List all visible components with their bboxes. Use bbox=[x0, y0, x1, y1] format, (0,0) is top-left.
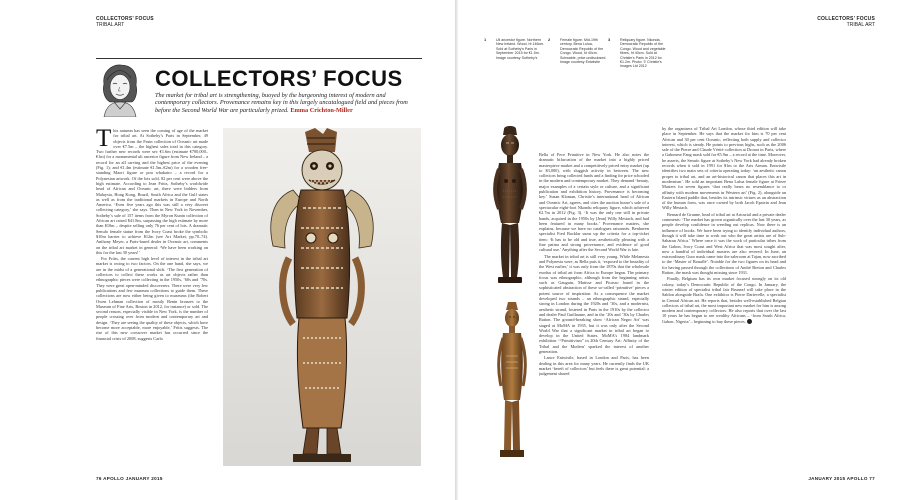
paragraph bbox=[96, 128, 208, 255]
author-portrait bbox=[98, 62, 142, 117]
bena-lulua-figure-photo bbox=[485, 125, 535, 290]
author-byline: Emma Crichton-Miller bbox=[290, 106, 353, 114]
section-header-left bbox=[96, 16, 154, 28]
paragraph: For Fritts, the current high level of interest in the tribal art market is owing to two factors. On the one hand, she says, we are in the midst of a generational shift. ‘The first generation of collectors to collect these works as art objects rather than ethnographic pieces were collecting in the 1950s, ’60s and ’70s. They were great open-minded discoverers. There were very few publications and few museum collections to guide them. These collections are now either being given to museums (the Robert Owen Lehman collection of mostly Benin bronzes to the Museum of Fine Arts, Boston in 2012, for instance) or sold. The second reason, especially visible in New York, is the number of people crossing over from modern and contemporary art and design. ‘They are seeing the quality of these objects, which have become more acceptable, more enjoyable,’ Fritts suggests. The rise of this new crossover market has occurred since the financial crisis of 2008, suggests Carlo bbox=[96, 256, 208, 341]
figure-caption-1 bbox=[484, 37, 546, 60]
paragraph: The market in tribal art is still very young. While Melanesia and Polynesia were, as Bella puts it, ‘exposed to the brutality of the West earlier,’ it was only from the 1870s that the wholesale exodus of tribal art from Africa to Europe began. The primary focus was ethnographic, although from the beginning artists such as Gauguin, Matisse and Picasso found in the sophisticated abstraction of these so-called ‘primitive’ pieces a potent source of inspiration. As a consequence the market developed two strands – an ethnographic strand, especially strong in London during the 1920s and ’30s, and a modernist, aesthetic strand, fostered in Paris in the 1910s by the collector and dealer Paul Guillaume, and in the ’20s and ’30s by Charles Ratton. The ground-breaking show ‘African Negro Art’ was staged at MoMA in 1935, but it was only after the Second World War that a significant market in tribal art began to develop in the United States. MoMA’s 1984 landmark exhibition ‘“Primitivism” in 20th Century Art: Affinity of the Tribal and the Modern’ sparked the interest of another generation. bbox=[539, 253, 649, 354]
apollo-end-mark-icon: A bbox=[747, 319, 752, 324]
nkonda-reliquary-figure-photo bbox=[488, 300, 536, 465]
caption-number: 2 bbox=[548, 37, 551, 42]
paragraph-text: his autumn has seen the coming of age of the market for tribal art. At Sotheby’s Paris in September, 49 objects from the Fruin collection of Oceanic art made over €7.5m – the highest sales total in this category. Two further new records were set: €1.6m (estimate €700,000–€1m) for a monumental uli ancestor figure from New Ireland – a record for an all carving and the highest price of the evening (Fig. 1); and €1.4m (estimate €1.5m–€2m) for a wooden free-standing Maori figure or pou whakairo – a record for a Polynesian artwork. Of the lots sold, 82 per cent were above the high estimate. According to Jean Fritts, Sotheby’s worldwide head of African and Oceanic art, there were bidders from Malaysia, Hong Kong, Brazil, South Africa and the Gulf states as well as from the traditional markets in Europe and North America. ‘Even five years ago this was still a very discreet collecting category,’ she says. Then in New York in November, Sotheby’s sale of 157 items from the Myron Kunin collection of African art raised $41.8m, surpassing the high estimate by more than $10m – despite selling only 76 per cent of lots. A dramatic Senufo female statue from the Ivory Coast broke the symbolic $10m barrier to achieve $12m (see Art Market, pp.70–74). Anthony Meyer, a Paris-based dealer in Oceanic art, comments on the tribal art market in general: ‘We have been working on this for the last 30 years!’ bbox=[96, 128, 208, 255]
header-rule bbox=[96, 58, 422, 59]
section-subtitle: TRIBAL ART bbox=[846, 22, 875, 28]
uli-figure-photo bbox=[223, 128, 421, 466]
paragraph bbox=[662, 276, 786, 324]
body-column-3 bbox=[662, 126, 786, 463]
caption-number: 1 bbox=[484, 37, 487, 42]
caption-text: Reliquary figure. Nkonda, Democratic Republic of the Congo. Wood and vegetable fibres, ht 40cm. Sold at Christie’s Paris in 2012 for €1.2m. Photo: © Christie’s Images Ltd 2012 bbox=[620, 38, 666, 69]
caption-number: 3 bbox=[608, 37, 611, 42]
drop-cap: T bbox=[96, 128, 112, 152]
caption-text: Female figure. Mid-19th century. Bena Lulua, Democratic Republic of the Congo. Wood, ht 40cm. Schwable, price undisclosed. Image courtesy Entwistle bbox=[560, 38, 607, 65]
standfirst bbox=[155, 92, 417, 114]
section-title: COLLECTORS’ FOCUS bbox=[817, 16, 875, 22]
section-subtitle: TRIBAL ART bbox=[96, 22, 125, 28]
body-column-1 bbox=[96, 128, 208, 463]
paragraph: Lance Entwistle, based in London and Paris, has been dealing in this area for many years. He currently finds the UK market ‘bereft of collectors’ but feels there is great potential: a judgement shared bbox=[539, 355, 649, 377]
left-page bbox=[0, 0, 455, 500]
section-title: COLLECTORS’ FOCUS bbox=[96, 16, 154, 22]
figure-caption-3 bbox=[608, 37, 670, 69]
page-folio-left: 76 APOLLO JANUARY 2015 bbox=[96, 476, 163, 481]
figure-caption-2 bbox=[548, 37, 610, 65]
paragraph: Bernard de Grunne, head of tribal art at Artcurial and a private dealer comments: ‘The market has grown organically over the last 30 years, as people develop confidence in weeding out replicas. Now there is an influence of books. We have been trying to identify individual authors, though it will take time to work out who the great artists are of Sub-Saharan Africa.’ Where once it was the work of particular tribes from the Gabon, Ivory Coast and West Africa that was most sought after, now a handful of individual masters are also revered. In June, an extraordinary Guro mask came into the saleroom at Tajan, now ascribed to the ‘Master of Bouaflé’. Notable for the two figures on its head and for having passed through the collections of André Breton and Charles Ratton, the mask was thought missing since 1931. bbox=[662, 211, 786, 276]
article-title: COLLECTORS’ FOCUS bbox=[155, 66, 403, 91]
body-column-2 bbox=[539, 152, 649, 463]
paragraph: by the organisers of Tribal Art London, whose third edition will take place in September. He says that the market for him is 70 per cent African and 30 per cent Oceanic, reflecting both supply and collector interest, which is steady. He points to previous highs, such as the 2006 sale of the Pierre and Claude Vérité collection at Drouot in Paris, where a Gabonese Fang mask sold for €5.9m – a record at the time. Moreover, he asserts, the Senufo figure at Sotheby’s New York had already broken records when it sold in 1991 for $1m to the Arts Arman. Entwistle identifies two main sets of criteria operating today: ‘an aesthetic canon proper to tribal art, and an art-historical canon that places this art in modernism’. He sold an important Bena Lulua female figure at Frieze Masters for seven figures ‘that really bears no resemblance to or affinity with modern movements in Western art’ (Fig. 2), alongside an Eastern Island paddle that, besides its intrinsic virtues as an abstraction of the human form, was once owned by both Jacob Epstein and Jean Willy Mestach. bbox=[662, 126, 786, 211]
page-folio-right: JANUARY 2015 APOLLO 77 bbox=[808, 476, 875, 481]
standfirst-text: The market for tribal art is strengthening, buoyed by the burgeoning interest of modern and contemporary collectors. Provenance remains key in this largely uncatalogued field and pieces from before the Second World War are particularly prized. bbox=[155, 92, 408, 114]
caption-text: Uli ancestor figure. Northern New Ireland. Wood, ht 146cm. Sold at Sotheby’s Paris in September 2015 for €1.5m. Image courtesy Sotheby’s bbox=[496, 38, 545, 60]
section-header-right bbox=[817, 16, 875, 28]
paragraph: Bella of Fece Primitive in New York. He also notes the dramatic bifurcation of the market into a highly priced masterpiece market and a competitively priced entry market (up to $3,000), with sluggish activity in between. The new collectors bring collected funds and a finding for price schooled in the modern and contemporary market. They demand ‘beauty, major examples of a certain style or culture, and a significant publication and exhibition history. Provenance is becoming key.’ Susan Kloman, Christie’s international head of African and Oceanic Art, agrees, and cites the auction house’s sale of a spectacular eight-foot Nkondu reliquary figure, which achieved €2.7m in 2012 (Fig. 3). ‘It was the only one still in private hands, acquired in the 1950s by [Jean] Willy Mestach, and had been featured in many books.’ Provenance matters, she explains, because we have no catalogues raisonnés. Benhaven specialist Fred Backlar sums up the criteria for a top-ticket item: ‘It has to be old and true, aesthetically pleasing with a fine patina and strong provenance, and evidence of good cultural use.’ Anything after the Second World War is late. bbox=[539, 152, 649, 253]
paragraph-text: Finally, Belgium has its own market focused strongly on its old colony, today’s Democratic Republic of the Congo. In January, the winter edition of specialist tribal fair Bruneaf will take place in the Sablon alongside Brafa. One exhibitor is Pierre Dartevelle, a specialist in Central African art. He reports that, besides well-established Belgian collectors of tribal art, the most important new market for him is among modern and contemporary collectors. He also reports that over the last 10 years he has begun to see wealthy Africans – ‘from South Africa, Gabon, Nigeria’ – beginning to buy these pieces. bbox=[662, 276, 786, 324]
